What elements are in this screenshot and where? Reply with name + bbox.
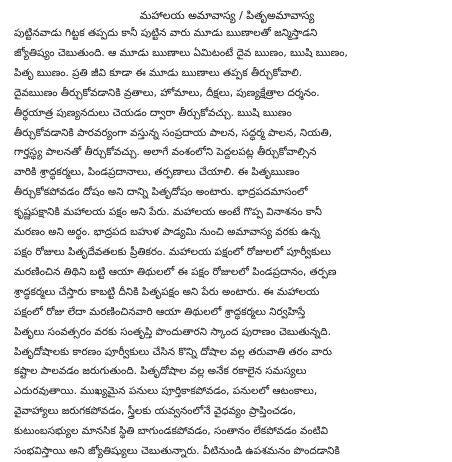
text-line: గార్హస్థ్య పాలనతో తీర్చుకోవచ్చు. అలాగే వంశంలోని పెద్దలపట్ల తీర్చుకోవాల్సిన <box>14 146 317 159</box>
text-line: తీర్చుకోకపోవడం దోషం అని దాన్ని పితృదోషం అంటారు. భాద్రపదమాసంలో <box>14 186 308 199</box>
text-line: కష్టాల పాలవడం జరుగుతుంది. పితృదోషాల వల్ల అనేక రకాలైన సమస్యలు <box>14 365 307 378</box>
text-line: మరణం అని అర్థం. భాద్రపద బహుళ పాడ్యమి నుంచి అమావాస్య వరకు ఉన్న <box>14 226 320 239</box>
text-line: పితృలు సంవత్సరం వరకు సంతృప్తి పొందుతారని స్కాంద పురాణం చెబుతున్నది. <box>14 325 331 338</box>
text-line: కుటుంబసభ్యుల మానసిక స్థితి బాగుండకపోవడం, సంతానం లేకపోవడం వంటివి <box>14 425 329 438</box>
text-line: తీర్థయాత్ర పుణ్యనదులు చెయడం ద్వారా తీర్చుకోవచ్చు. ఋషి ఋణం <box>14 106 292 119</box>
text-line: దైవఋణం తీర్చుకోవడానికి వ్రతాలు, హోమాలు, దీక్షలు, పుణ్యక్షేత్రాల దర్శనం. <box>14 86 320 99</box>
text-line: కృష్ణపక్షానికి మహాలయ పక్షం అని పేరు. మహాలయ అంటే గొప్ప వినాశనం కానీ <box>14 206 322 219</box>
document-body <box>14 24 440 462</box>
text-line: పితృదోషాలకు కారణం పూర్వీకులు చేసిన కొన్ని దోషాల వల్ల తరువాతి తరం వారు <box>14 345 332 358</box>
text-line: పక్షంలో రోజు లేదా మరణించినవారి ఆయా తిథులలో శ్రాద్ధకర్మలు నిర్వహిస్తే <box>14 305 306 318</box>
document-title: మహాలయ అమావాస్య / పితృఅమావాస్య <box>139 9 315 22</box>
document-page <box>14 8 440 462</box>
text-line: మరణించిన తిథిని బట్టి ఆయా తిథులలో ఈ పక్షం రోజులలో పిండప్రదానం, తర్పణ <box>14 265 337 278</box>
text-line: తీర్చుకోవడానికి పారవర్యంగా వస్తున్న సంప్రదాయ పాలన, సద్ధర్మ పాలన, నియతి, <box>14 126 333 139</box>
text-line: సంభవిస్తాయి అని జ్యోతిష్యులు చెబుతున్నారు. వీటినుండి ఉపశమనం పొందడానికి <box>14 445 340 458</box>
text-line: పుట్టినవాడు గిట్టక తప్పదు కానీ పుట్టిన వారు మూడు ఋణాలతో జన్మిస్తాడని <box>14 27 318 39</box>
text-line: పితృ ఋణం. ప్రతి జీవి కూడా ఈ మూడు ఋణాలు తప్పక తీర్చుకోవాలి. <box>14 66 303 79</box>
text-line: పక్షం రోజులు పితృదేవతలకు ప్రీతికరం. మహాలయ పక్షంలో రోజులలో పూర్వీకులు <box>14 245 332 258</box>
text-line: ఎదురవుతాయి. ముఖ్యమైన పనులు పూర్తికాకపోవడం, పనులలో ఆటంకాలు, <box>14 385 318 398</box>
text-line: శ్రాద్ధకర్మలు చేస్తారు కాబట్టి దీనికి పితృపక్షం అని పేరు అంటారు. ఈ మహాలయ <box>14 285 320 298</box>
text-line: జ్యోతిష్యం చెబుతుంది. ఆ మూడు ఋణాలు ఏమిటంటే దైవ ఋణం, ఋషి ఋణం, <box>14 46 348 59</box>
text-line: వారికి శ్రాద్ధకర్మలు, పిండప్రదానాలు, తర్పణాలు చేయాలి. ఈ పితృఋణం <box>14 166 300 179</box>
text-line: వైవాహ్యాలు జరుగకపోవడం, స్త్రీలకు యవ్వనంలోనే వైధవ్యం ప్రాప్తించడం, <box>14 405 296 418</box>
